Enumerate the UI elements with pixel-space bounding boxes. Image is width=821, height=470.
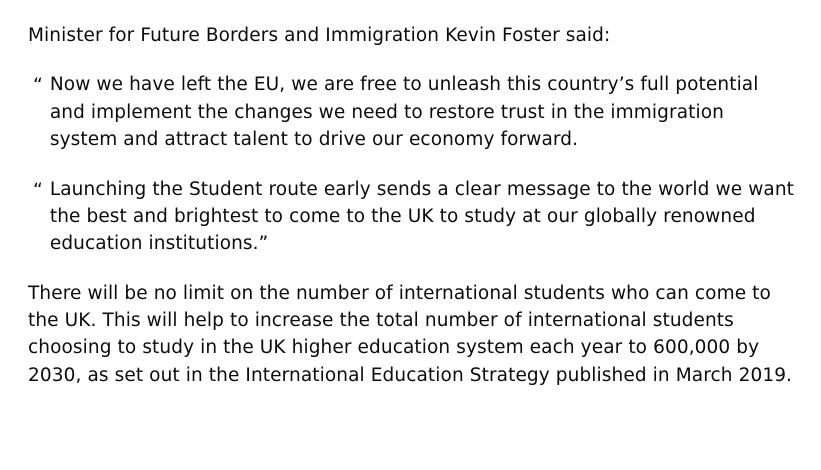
quote-text-2: Launching the Student route early sends a clear message to the world we want the best and brightest to come to the UK to study at our globally renowned education institutions.” <box>49 178 795 255</box>
open-quote-mark-icon: “ <box>33 74 43 97</box>
intro-paragraph: Minister for Future Borders and Immigration Kevin Foster said: <box>28 25 611 46</box>
quote-block-1 <box>28 71 795 153</box>
quote-block-2 <box>28 176 795 258</box>
open-quote-mark-icon: “ <box>33 178 43 201</box>
quote-text-1: Now we have left the EU, we are free to unleash this country’s full potential and implement the changes we need to restore trust in the immigration system and attract talent to drive our economy forward. <box>49 74 759 151</box>
closing-paragraph: There will be no limit on the number of international students who can come to the UK. This will help to increase the total number of international students choosing to study in the UK higher education system each year to 600,000 by 2030, as set out in the International Education Strategy published in March 2019. <box>28 282 793 386</box>
